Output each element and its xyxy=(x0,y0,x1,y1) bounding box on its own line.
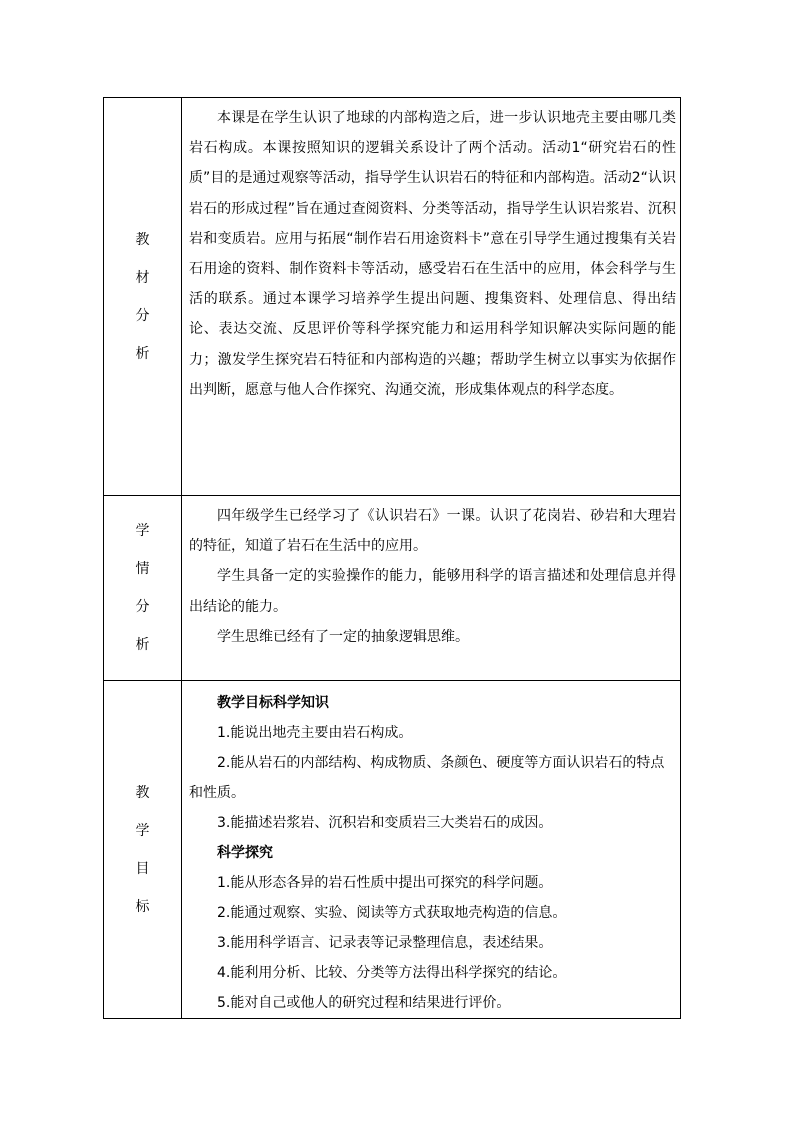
label-char: 标 xyxy=(135,898,150,915)
row-content-students xyxy=(182,496,681,681)
label-char: 分 xyxy=(135,307,150,324)
paragraph: 四年级学生已经学习了《认识岩石》一课。认识了花岗岩、砂岩和大理岩的特征，知道了岩石在生活中的应用。 xyxy=(189,508,676,555)
paragraph: 本课是在学生认识了地球的内部构造之后，进一步认识地壳主要由哪几类岩石构成。本课按照知识的逻辑关系设计了两个活动。活动1“研究岩石的性质”目的是通过观察等活动，指导学生认识岩石的特征和内部构造。活动2“认识岩石的形成过程”旨在通过查阅资料、分类等活动，指导学生认识岩浆岩、沉积岩和变质岩。应用与拓展“制作岩石用途资料卡”意在引导学生通过搜集有关岩石用途的资料、制作资料卡等活动，感受岩石在生活中的应用，体会科学与生活的联系。通过本课学习培养学生提出问题、搜集资料、处理信息、得出结论、表达交流、反思评价等科学探究能力和运用科学知识解决实际问题的能力；激发学生探究岩石特征和内部构造的兴趣；帮助学生树立以事实为依据作出判断，愿意与他人合作探究、沟通交流，形成集体观点的科学态度。 xyxy=(189,110,676,398)
label-char: 析 xyxy=(135,637,150,653)
list-item: 2.能从岩石的内部结构、构成物质、条颜色、硬度等方面认识岩石的特点和性质。 xyxy=(189,755,665,801)
label-char: 析 xyxy=(135,345,150,362)
row-content-objectives xyxy=(182,681,681,1019)
list-item: 1.能说出地壳主要由岩石构成。 xyxy=(217,725,413,741)
label-char: 学 xyxy=(135,822,150,839)
row-label-students xyxy=(104,496,182,681)
table-row-materials xyxy=(104,98,681,496)
label-char: 分 xyxy=(135,599,150,615)
lesson-plan-table xyxy=(103,97,681,1019)
label-char: 情 xyxy=(135,561,150,577)
list-item: 1.能从形态各异的岩石性质中提出可探究的科学问题。 xyxy=(217,875,553,891)
label-char: 教 xyxy=(135,231,150,248)
section-heading: 科学探究 xyxy=(217,845,273,861)
label-char: 目 xyxy=(135,860,150,877)
table-row-objectives xyxy=(104,681,681,1019)
table-row-students xyxy=(104,496,681,681)
section-heading: 教学目标科学知识 xyxy=(217,695,329,711)
list-item: 2.能通过观察、实验、阅读等方式获取地壳构造的信息。 xyxy=(217,905,567,921)
paragraph: 学生具备一定的实验操作的能力，能够用科学的语言描述和处理信息并得出结论的能力。 xyxy=(189,568,676,615)
list-item: 5.能对自己或他人的研究过程和结果进行评价。 xyxy=(217,995,511,1011)
paragraph: 学生思维已经有了一定的抽象逻辑思维。 xyxy=(217,628,469,645)
label-char: 材 xyxy=(135,269,150,286)
label-char: 教 xyxy=(135,784,150,801)
label-char: 学 xyxy=(135,523,150,539)
row-label-materials xyxy=(104,98,182,496)
list-item: 4.能利用分析、比较、分类等方法得出科学探究的结论。 xyxy=(217,965,567,981)
list-item: 3.能描述岩浆岩、沉积岩和变质岩三大类岩石的成因。 xyxy=(217,815,553,831)
row-label-objectives xyxy=(104,681,182,1019)
list-item: 3.能用科学语言、记录表等记录整理信息，表述结果。 xyxy=(217,935,553,951)
row-content-materials xyxy=(182,98,681,496)
